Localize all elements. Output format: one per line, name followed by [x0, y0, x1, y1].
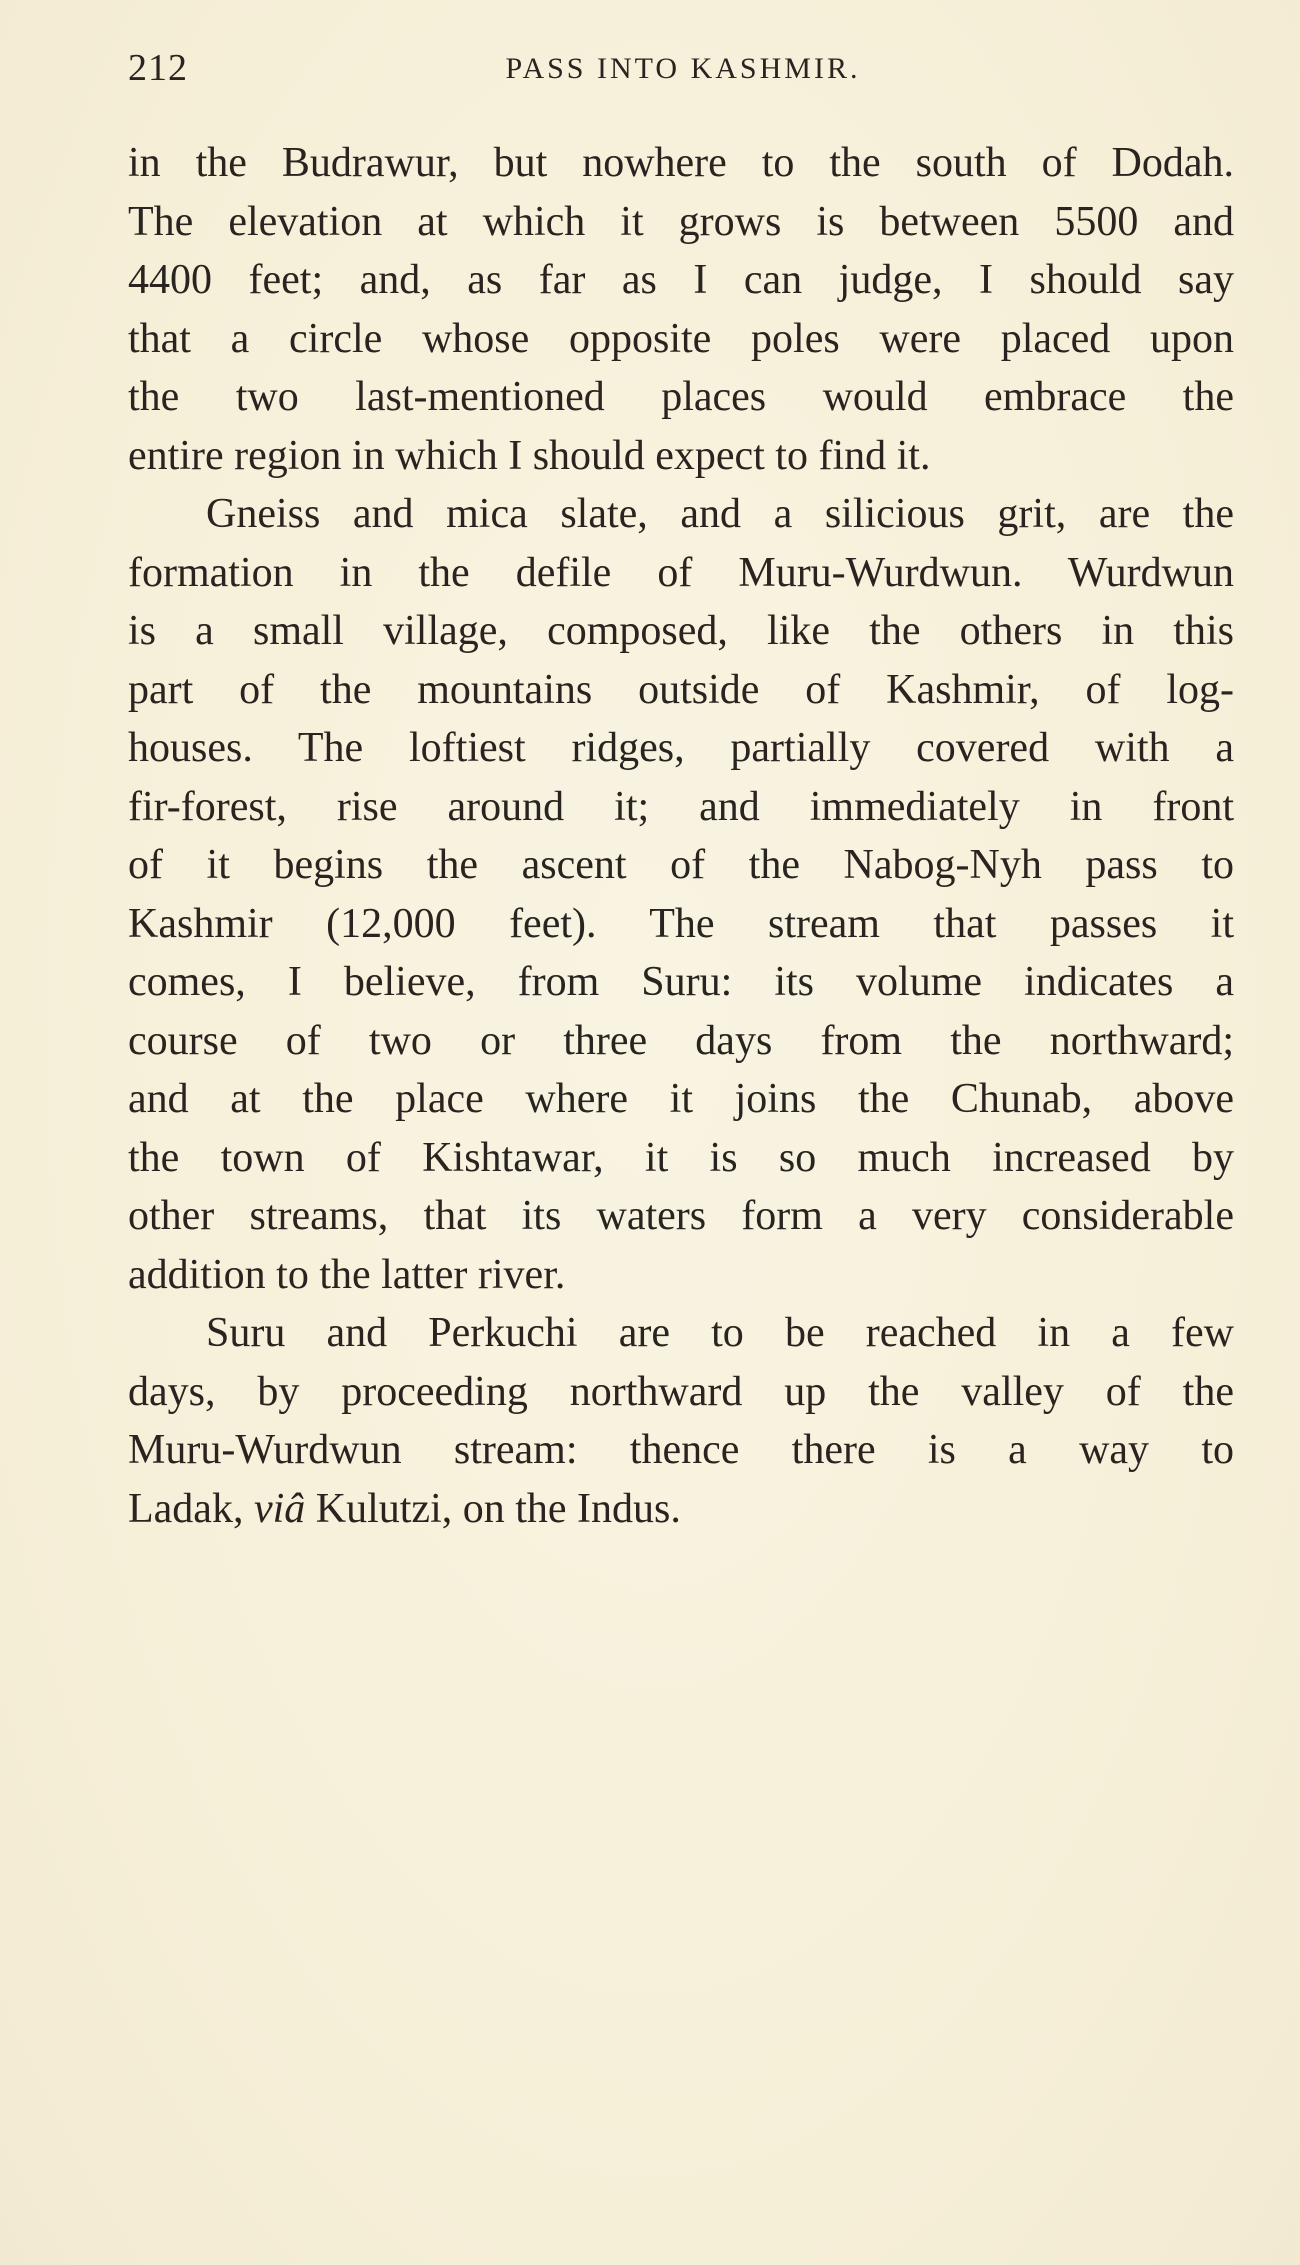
text-line: in the Budrawur, but nowhere to the south of Dodah.	[128, 140, 1234, 186]
text-line: Kashmir (12,000 feet). The stream that passes it	[128, 900, 1234, 947]
final-line-italic: viâ	[253, 1485, 306, 1532]
final-line-after: Kulutzi, on the Indus.	[315, 1485, 681, 1532]
final-line-before: Ladak,	[128, 1485, 244, 1532]
text-line: 4400 feet; and, as far as I can judge, I should say	[128, 257, 1234, 303]
text-line: part of the mountains outside of Kashmir, of log-	[128, 666, 1234, 713]
text-line: is a small village, composed, like the others in this	[128, 608, 1234, 654]
text-line: the two last-mentioned places would embrace the	[128, 374, 1234, 420]
text-line: formation in the defile of Muru-Wurdwun. Wurdwun	[128, 549, 1234, 596]
running-head: PASS INTO KASHMIR.	[505, 52, 861, 85]
text-line: comes, I believe, from Suru: its volume indicates a	[128, 959, 1234, 1005]
text-line: other streams, that its waters form a very considerable	[128, 1193, 1234, 1239]
text-line: The elevation at which it grows is between 5500 and	[128, 198, 1234, 245]
paragraph-1	[128, 134, 1234, 485]
text-line: the town of Kishtawar, it is so much increased by	[128, 1134, 1234, 1181]
text-line: and at the place where it joins the Chunab, above	[128, 1076, 1234, 1122]
text-line: fir-forest, rise around it; and immediately in front	[128, 783, 1234, 830]
text-line: houses. The loftiest ridges, partially covered with a	[128, 725, 1234, 771]
page-header	[128, 46, 1238, 96]
text-line: Muru-Wurdwun stream: thence there is a way to	[128, 1427, 1234, 1473]
page-number: 212	[128, 47, 188, 89]
body-text	[128, 134, 1234, 1538]
text-line: that a circle whose opposite poles were placed upon	[128, 315, 1234, 362]
text-line: course of two or three days from the northward;	[128, 1017, 1234, 1064]
text-line: addition to the latter river.	[128, 1251, 566, 1298]
paragraph-3	[128, 1304, 1234, 1538]
text-line: entire region in which I should expect to find it.	[128, 432, 931, 479]
text-line: of it begins the ascent of the Nabog-Nyh pass to	[128, 842, 1234, 888]
text-line: Suru and Perkuchi are to be reached in a few	[206, 1310, 1234, 1356]
text-line-final	[128, 1480, 1234, 1539]
text-line: days, by proceeding northward up the valley of the	[128, 1368, 1234, 1415]
text-line: Gneiss and mica slate, and a silicious grit, are the	[206, 491, 1234, 537]
paragraph-2	[128, 485, 1234, 1304]
